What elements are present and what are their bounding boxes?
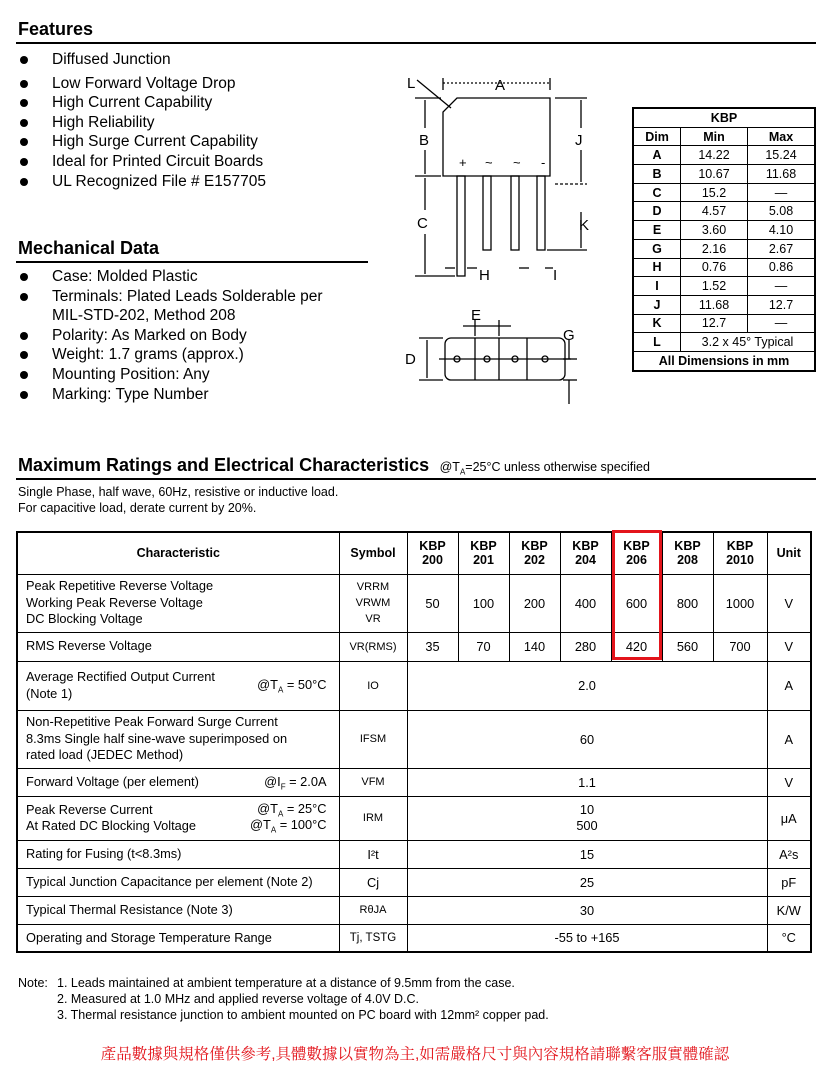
mechanical-list (18, 267, 323, 404)
list-item: High Surge Current Capability (18, 132, 266, 152)
unit-header: Unit (767, 532, 811, 574)
table-row: B 10.67 11.68 (633, 165, 815, 184)
table-row: J 11.68 12.7 (633, 295, 815, 314)
ratings-title-line (18, 455, 650, 477)
list-item: Terminals: Plated Leads Solderable per (18, 287, 323, 307)
list-item: Polarity: As Marked on Body (18, 326, 323, 346)
ratings-table (16, 531, 812, 953)
dim-label-g: G (563, 327, 575, 344)
note-item: 3. Thermal resistance junction to ambient mounted on PC board with 12mm² copper pad. (57, 1008, 549, 1022)
footer-disclaimer: 產品數據與規格僅供參考,具體數據以實物為主,如需嚴格尺寸與內容規格請聯繫客服實體確認 (100, 1046, 730, 1063)
table-row: E 3.60 4.10 (633, 221, 815, 240)
list-item: High Current Capability (18, 93, 266, 113)
table-row: Peak Reverse Current At Rated DC Blocking Voltage $@T_A = 25^\circ C$ $@T_A = 100^\circ C$ IRM 10 500 μA (17, 796, 811, 840)
dim-label-e: E (471, 307, 482, 324)
table-row: K 12.7 — (633, 314, 815, 333)
dim-label-k: K (579, 217, 590, 234)
dimension-table (632, 107, 816, 372)
polarity-plus: + (459, 155, 467, 170)
list-item: Low Forward Voltage Drop (18, 74, 266, 94)
ratings-title: Maximum Ratings and Electrical Characteristics (18, 455, 430, 475)
dim-label-c: C (417, 215, 428, 232)
list-item: Weight: 1.7 grams (approx.) (18, 345, 323, 365)
list-item: Case: Molded Plastic (18, 267, 323, 287)
table-row: A 14.22 15.24 (633, 146, 815, 165)
part-header: KBP 204 (560, 532, 611, 574)
ratings-note-1: Single Phase, half wave, 60Hz, resistive or inductive load. (18, 485, 339, 499)
polarity-minus: - (541, 155, 546, 170)
table-row: D 4.57 5.08 (633, 202, 815, 221)
part-header: KBP 202 (509, 532, 560, 574)
mechanical-rule (16, 261, 368, 263)
features-list (18, 50, 266, 191)
features-rule (16, 42, 816, 44)
features-title: Features (18, 19, 94, 39)
dim-label-b: B (419, 132, 430, 149)
notes-prefix: Note: (18, 976, 48, 990)
table-row: G 2.16 2.67 (633, 239, 815, 258)
part-header: KBP 206 (611, 532, 662, 574)
ratings-condition: $@T_A=25^\circ C$ unless otherwise specified (439, 460, 650, 477)
dim-table-title: KBP (633, 108, 815, 127)
package-outline-drawing (395, 70, 620, 410)
list-item: Mounting Position: Any (18, 365, 323, 385)
ratings-rule (16, 478, 816, 480)
row-label: Peak Repetitive Reverse Voltage Working Peak Reverse Voltage DC Blocking Voltage (17, 574, 339, 632)
characteristic-header: Characteristic (17, 532, 339, 574)
dim-label-l: L (407, 75, 416, 92)
list-item: Marking: Type Number (18, 385, 323, 405)
table-row: Operating and Storage Temperature Range Tj, TSTG -55 to +165 °C (17, 924, 811, 952)
list-item: UL Recognized File # E157705 (18, 172, 266, 192)
dim-label-j: J (575, 132, 583, 149)
list-item: High Reliability (18, 113, 266, 133)
part-header: KBP 2010 (713, 532, 767, 574)
min-header: Min (681, 127, 748, 146)
table-row: C 15.2 — (633, 183, 815, 202)
polarity-ac1: ~ (485, 155, 493, 170)
table-row: I 1.52 — (633, 277, 815, 296)
table-row: Rating for Fusing (t<8.3ms) I²t 15 A²s (17, 840, 811, 868)
symbol-cell: VRRM VRWM VR (339, 574, 407, 632)
dim-label-h: H (479, 267, 490, 284)
dim-label-d: D (405, 351, 416, 368)
highlight-box-kbp206 (612, 530, 662, 660)
table-row: Typical Thermal Resistance (Note 3) RθJA 30 K/W (17, 896, 811, 924)
dim-header: Dim (633, 127, 681, 146)
list-item: Diffused Junction (18, 50, 266, 70)
table-row: Average Rectified Output Current (Note 1) $@T_A = 50^\circ C$ IO 2.0 A (17, 661, 811, 710)
list-item-continuation: MIL-STD-202, Method 208 (52, 307, 236, 325)
max-header: Max (748, 127, 816, 146)
dim-table-footer: All Dimensions in mm (633, 351, 815, 370)
table-row: RMS Reverse Voltage VR(RMS) 35 70 140 280 420 560 700 V (17, 632, 811, 661)
table-row: Peak Repetitive Reverse Voltage Working Peak Reverse Voltage DC Blocking Voltage VRRM VRWM VR 50 100 200 400 600 800 1000 V (17, 574, 811, 632)
symbol-header: Symbol (339, 532, 407, 574)
note-item: 2. Measured at 1.0 MHz and applied reverse voltage of 4.0V D.C. (57, 992, 419, 1006)
dim-label-i: I (553, 267, 558, 284)
table-row: Non-Repetitive Peak Forward Surge Current 8.3ms Single half sine-wave superimposed on rated load (JEDEC Method) IFSM 60 A (17, 710, 811, 768)
part-header: KBP 208 (662, 532, 713, 574)
table-row: Forward Voltage (per element) $@I_F = 2.0A$ VFM 1.1 V (17, 768, 811, 796)
part-header: KBP 200 (407, 532, 458, 574)
list-item: Ideal for Printed Circuit Boards (18, 152, 266, 172)
table-row: L 3.2 x 45° Typical (633, 333, 815, 352)
part-header: KBP 201 (458, 532, 509, 574)
mechanical-title: Mechanical Data (18, 238, 160, 258)
table-row: Typical Junction Capacitance per element (Note 2) Cj 25 pF (17, 868, 811, 896)
dim-label-a: A (495, 77, 506, 94)
table-header-row (17, 532, 811, 574)
polarity-ac2: ~ (513, 155, 521, 170)
table-row: H 0.76 0.86 (633, 258, 815, 277)
ratings-note-2: For capacitive load, derate current by 20%. (18, 501, 257, 515)
note-item: 1. Leads maintained at ambient temperature at a distance of 9.5mm from the case. (57, 976, 515, 990)
